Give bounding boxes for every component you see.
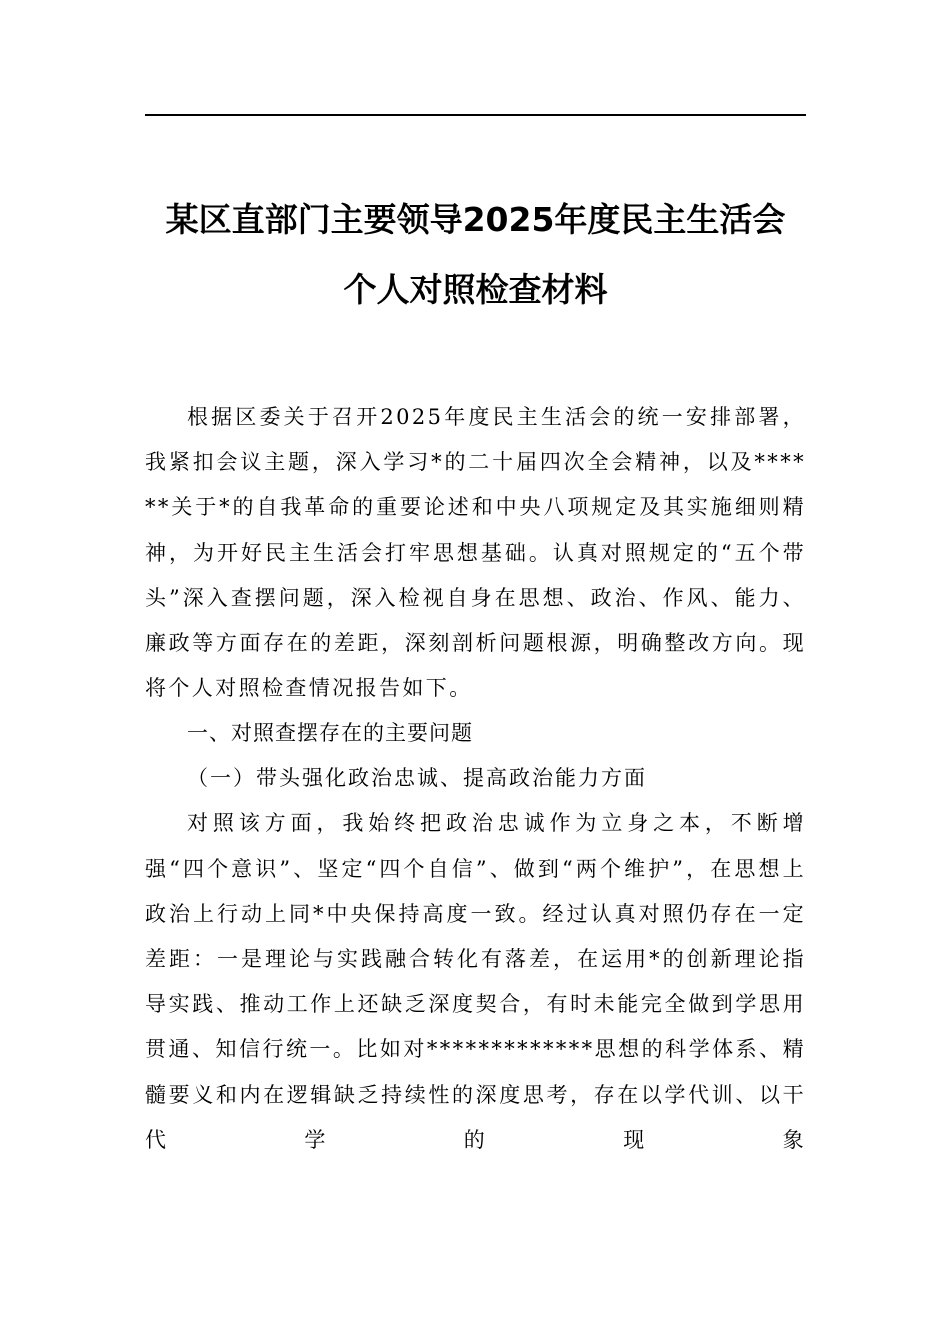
document-title-line-2: 个人对照检查材料 [343,270,608,309]
section-heading: 一、对照查摆存在的主要问题 [187,721,473,746]
header-rule [145,114,806,116]
document-body [145,395,806,1163]
subsection-heading: （一）带头强化政治忠诚、提高政治能力方面 [187,766,647,791]
body-paragraph: 对照该方面，我始终把政治忠诚作为立身之本，不断增强“四个意识”、坚定“四个自信”、做到“两个维护”，在思想上政治上行动上同*中央保持高度一致。经过认真对照仍存在一定差距：一是理论与实践融合转化有落差，在运用*的创新理论指导实践、推动工作上还缺乏深度契合，有时未能完全做到学思用贯通、知信行统一。比如对*************思想的科学体系、精髓要义和内在逻辑缺乏持续性的深度思考，存在以学代训、以干代学的现象 [145,811,806,1152]
document-title-line-1: 某区直部门主要领导2025年度民主生活会 [165,200,786,239]
intro-paragraph: 根据区委关于召开2025年度民主生活会的统一安排部署，我紧扣会议主题，深入学习*的二十届四次全会精神，以及******关于*的自我革命的重要论述和中央八项规定及其实施细则精神，为开好民主生活会打牢思想基础。认真对照规定的“五个带头”深入查摆问题，深入检视自身在思想、政治、作风、能力、廉政等方面存在的差距，深刻剖析问题根源，明确整改方向。现将个人对照检查情况报告如下。 [145,405,806,701]
